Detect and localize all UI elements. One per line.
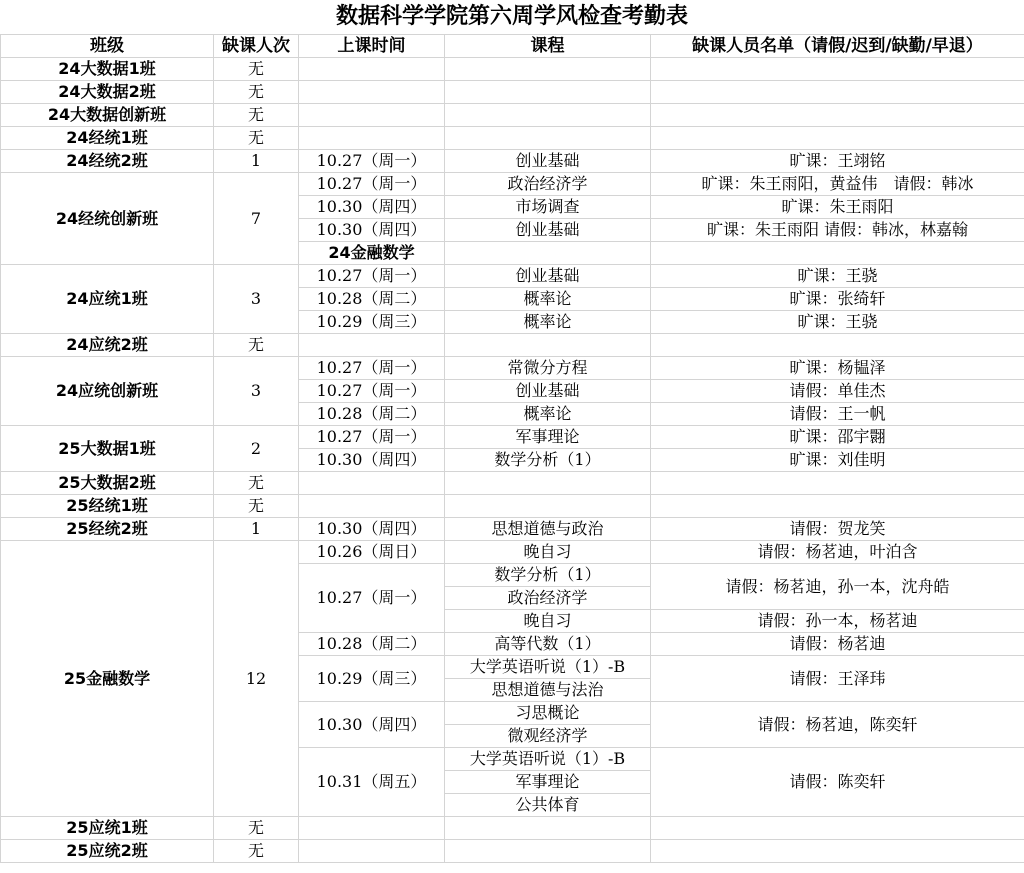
- time-cell: 10.30（周四）: [299, 196, 445, 219]
- time-cell: 10.31（周五）: [299, 748, 445, 817]
- names-cell: [651, 58, 1024, 81]
- course-cell: 数学分析（1）: [445, 564, 651, 587]
- names-cell: 请假：陈奕轩: [651, 748, 1024, 817]
- names-cell: 旷课：朱王雨阳，黄益伟 请假：韩冰: [651, 173, 1024, 196]
- names-cell: 旷课：刘佳明: [651, 449, 1024, 472]
- time-cell: 10.27（周一）: [299, 380, 445, 403]
- course-cell: 晚自习: [445, 610, 651, 633]
- names-cell: 请假：王一帆: [651, 403, 1024, 426]
- names-cell: [651, 81, 1024, 104]
- time-cell: [299, 817, 445, 840]
- course-cell: 思想道德与法治: [445, 679, 651, 702]
- names-cell: 请假：杨茗迪，孙一本，沈舟皓: [651, 564, 1024, 610]
- course-cell: 创业基础: [445, 150, 651, 173]
- time-cell: [299, 58, 445, 81]
- count-cell: 无: [214, 81, 299, 104]
- time-cell: [299, 840, 445, 863]
- count-cell: 1: [214, 518, 299, 541]
- course-cell: 概率论: [445, 403, 651, 426]
- time-cell: 10.27（周一）: [299, 265, 445, 288]
- table-row: [1, 426, 1024, 449]
- class-cell: 25经统2班: [1, 518, 214, 541]
- time-cell: 10.27（周一）: [299, 150, 445, 173]
- course-cell: 军事理论: [445, 426, 651, 449]
- table-row: [1, 495, 1024, 518]
- course-cell: 数学分析（1）: [445, 449, 651, 472]
- count-cell: 3: [214, 357, 299, 426]
- count-cell: 2: [214, 426, 299, 472]
- attendance-table: [0, 34, 1024, 863]
- count-cell: 7: [214, 173, 299, 265]
- time-cell: 10.27（周一）: [299, 357, 445, 380]
- class-cell: 24经统2班: [1, 150, 214, 173]
- class-cell: 24应统创新班: [1, 357, 214, 426]
- class-cell: 25应统2班: [1, 840, 214, 863]
- names-cell: [651, 817, 1024, 840]
- course-cell: 政治经济学: [445, 173, 651, 196]
- class-cell: 24应统2班: [1, 334, 214, 357]
- time-cell: [299, 127, 445, 150]
- course-cell: [445, 840, 651, 863]
- time-cell: 10.28（周二）: [299, 633, 445, 656]
- names-cell: 旷课：王骁: [651, 311, 1024, 334]
- names-cell: 旷课：王翊铭: [651, 150, 1024, 173]
- names-cell: [651, 472, 1024, 495]
- course-cell: 大学英语听说（1）-B: [445, 748, 651, 771]
- time-cell: 10.30（周四）: [299, 518, 445, 541]
- table-row: [1, 150, 1024, 173]
- count-cell: 1: [214, 150, 299, 173]
- names-cell: 请假：单佳杰: [651, 380, 1024, 403]
- time-cell: 10.30（周四）: [299, 702, 445, 748]
- class-cell: 24大数据1班: [1, 58, 214, 81]
- class-cell: 25大数据1班: [1, 426, 214, 472]
- class-cell: 24经统1班: [1, 127, 214, 150]
- course-cell: 政治经济学: [445, 587, 651, 610]
- course-cell: 创业基础: [445, 219, 651, 242]
- header-count: 缺课人次: [214, 35, 299, 58]
- time-cell: 10.28（周二）: [299, 403, 445, 426]
- course-cell: [445, 817, 651, 840]
- count-cell: 无: [214, 104, 299, 127]
- names-cell: 旷课：杨韫泽: [651, 357, 1024, 380]
- count-cell: [445, 242, 651, 265]
- time-cell: [651, 242, 1024, 265]
- course-cell: 概率论: [445, 311, 651, 334]
- names-cell: 旷课：朱王雨阳: [651, 196, 1024, 219]
- course-cell: [445, 58, 651, 81]
- count-cell: 无: [214, 127, 299, 150]
- class-cell: 24金融数学: [299, 242, 445, 265]
- course-cell: 常微分方程: [445, 357, 651, 380]
- time-cell: [299, 81, 445, 104]
- class-cell: 25应统1班: [1, 817, 214, 840]
- table-row: [1, 81, 1024, 104]
- course-cell: 公共体育: [445, 794, 651, 817]
- class-cell: 24经统创新班: [1, 173, 214, 265]
- course-cell: [445, 472, 651, 495]
- count-cell: 无: [214, 495, 299, 518]
- course-cell: 微观经济学: [445, 725, 651, 748]
- table-row: [1, 127, 1024, 150]
- table-row: [1, 518, 1024, 541]
- table-row: [1, 173, 1024, 196]
- time-cell: [299, 104, 445, 127]
- names-cell: 旷课：朱王雨阳 请假：韩冰，林嘉翰: [651, 219, 1024, 242]
- course-cell: 习思概论: [445, 702, 651, 725]
- table-row: [1, 817, 1024, 840]
- course-cell: [445, 127, 651, 150]
- table-row: [1, 472, 1024, 495]
- course-cell: [445, 495, 651, 518]
- names-cell: [651, 334, 1024, 357]
- count-cell: 12: [214, 541, 299, 817]
- names-cell: 请假：杨茗迪，叶泊含: [651, 541, 1024, 564]
- names-cell: 请假：孙一本，杨茗迪: [651, 610, 1024, 633]
- class-cell: 25经统1班: [1, 495, 214, 518]
- names-cell: 旷课：邵宇翾: [651, 426, 1024, 449]
- names-cell: 请假：杨茗迪: [651, 633, 1024, 656]
- count-cell: 无: [214, 334, 299, 357]
- names-cell: [651, 104, 1024, 127]
- course-cell: 创业基础: [445, 265, 651, 288]
- course-cell: [445, 334, 651, 357]
- table-row: [1, 265, 1024, 288]
- names-cell: 旷课：王骁: [651, 265, 1024, 288]
- course-cell: 市场调查: [445, 196, 651, 219]
- time-cell: 10.27（周一）: [299, 564, 445, 633]
- header-names: 缺课人员名单（请假/迟到/缺勤/早退）: [651, 35, 1024, 58]
- table-row: [1, 541, 1024, 564]
- header-row: [1, 35, 1024, 58]
- count-cell: 无: [214, 817, 299, 840]
- time-cell: [299, 495, 445, 518]
- table-row: [1, 334, 1024, 357]
- names-cell: 请假：王泽玮: [651, 656, 1024, 702]
- class-cell: 24大数据创新班: [1, 104, 214, 127]
- table-row: [1, 58, 1024, 81]
- course-cell: 创业基础: [445, 380, 651, 403]
- names-cell: [651, 127, 1024, 150]
- course-cell: 军事理论: [445, 771, 651, 794]
- course-cell: 大学英语听说（1）-B: [445, 656, 651, 679]
- header-time: 上课时间: [299, 35, 445, 58]
- sheet-title: 数据科学学院第六周学风检查考勤表: [335, 4, 688, 29]
- names-cell: [651, 495, 1024, 518]
- time-cell: 10.28（周二）: [299, 288, 445, 311]
- time-cell: 10.29（周三）: [299, 656, 445, 702]
- time-cell: 10.29（周三）: [299, 311, 445, 334]
- class-cell: 24应统1班: [1, 265, 214, 334]
- class-cell: 25大数据2班: [1, 472, 214, 495]
- table-row: [1, 104, 1024, 127]
- time-cell: 10.27（周一）: [299, 426, 445, 449]
- course-cell: [445, 81, 651, 104]
- count-cell: 3: [214, 265, 299, 334]
- course-cell: 高等代数（1）: [445, 633, 651, 656]
- time-cell: 10.27（周一）: [299, 173, 445, 196]
- names-cell: 旷课：张绮轩: [651, 288, 1024, 311]
- count-cell: 无: [214, 58, 299, 81]
- names-cell: [651, 840, 1024, 863]
- time-cell: [299, 472, 445, 495]
- names-cell: 请假：贺龙笑: [651, 518, 1024, 541]
- class-cell: 24大数据2班: [1, 81, 214, 104]
- header-course: 课程: [445, 35, 651, 58]
- table-row: [1, 357, 1024, 380]
- time-cell: 10.26（周日）: [299, 541, 445, 564]
- time-cell: [299, 334, 445, 357]
- names-cell: 请假：杨茗迪，陈奕轩: [651, 702, 1024, 748]
- time-cell: 10.30（周四）: [299, 219, 445, 242]
- course-cell: 思想道德与政治: [445, 518, 651, 541]
- table-row: [1, 840, 1024, 863]
- course-cell: 晚自习: [445, 541, 651, 564]
- count-cell: 无: [214, 840, 299, 863]
- time-cell: 10.30（周四）: [299, 449, 445, 472]
- class-cell: 25金融数学: [1, 541, 214, 817]
- course-cell: 概率论: [445, 288, 651, 311]
- count-cell: 无: [214, 472, 299, 495]
- header-class: 班级: [1, 35, 214, 58]
- course-cell: [445, 104, 651, 127]
